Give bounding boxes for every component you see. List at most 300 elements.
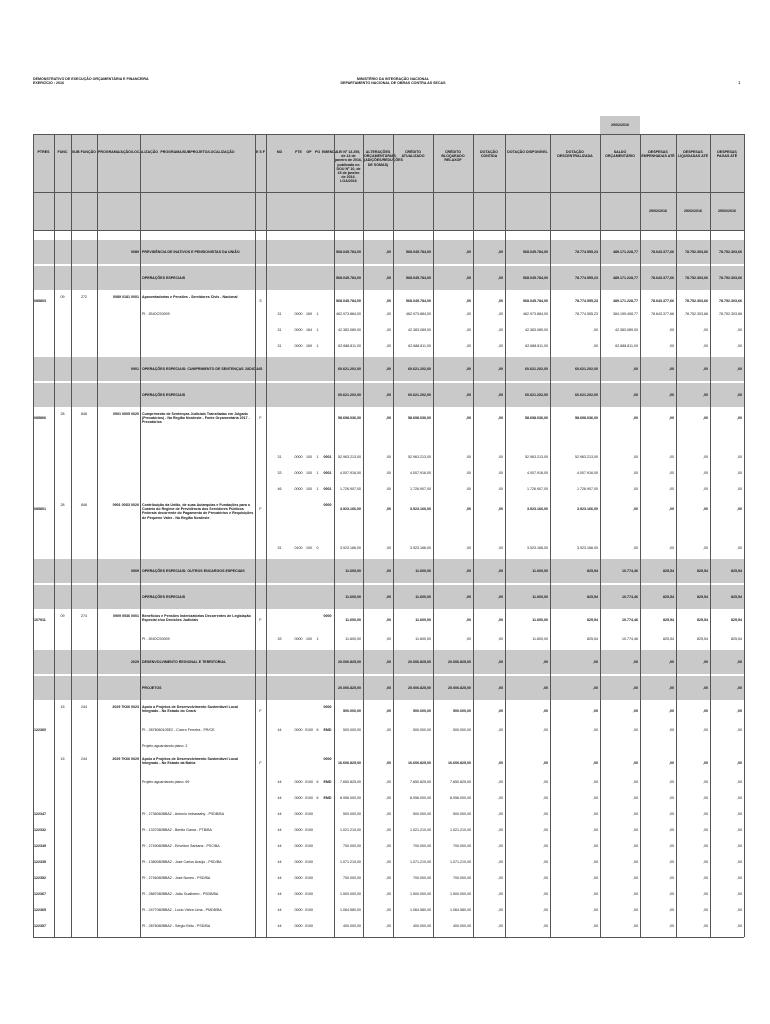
amount-blq-26: 500.000,00: [453, 812, 471, 816]
gp-29: 0100: [305, 860, 313, 864]
amount-lei-23: 16.606.825,00: [338, 761, 361, 765]
amount-alt-32: ,00: [386, 908, 391, 912]
emenda-21: EMD: [323, 728, 332, 732]
description-26: PI - 2738060BBA2 - Antonio Imbassahy - PSDB/BA: [142, 812, 225, 816]
amount-pag-0: 78.752.303,66: [719, 250, 742, 254]
table-column-line: [334, 134, 335, 937]
amount-alt-18: ,00: [386, 660, 391, 664]
gp-9: 100: [306, 455, 312, 459]
amount-pag-26: ,00: [737, 812, 742, 816]
amount-pag-17: 825,54: [731, 637, 742, 641]
column-header-func: FUNC: [57, 150, 68, 154]
description-7: OPERAÇÕES ESPECIAIS: [142, 393, 186, 397]
amount-emp-31: ,00: [669, 892, 674, 896]
amount-emp-29: ,00: [669, 860, 674, 864]
subfunction-8: 846: [81, 412, 87, 416]
column-subdate-liq: 29/02/2016: [684, 209, 702, 213]
amount-atu-31: 1.500.000,00: [410, 892, 431, 896]
nd-27: 44: [277, 828, 282, 832]
amount-lei-30: 700.000,00: [343, 876, 361, 880]
amount-saldo-11: ,00: [633, 487, 638, 491]
nd-31: 44: [277, 892, 282, 896]
amount-cont-17: ,00: [498, 637, 503, 641]
amount-disp-7: 60.621.202,00: [525, 393, 548, 397]
amount-emp-1: 78.643.377,66: [651, 276, 674, 280]
amount-saldo-12: ,00: [633, 507, 638, 511]
amount-lei-27: 1.021.210,00: [340, 828, 361, 832]
amount-emp-8: ,00: [669, 416, 674, 420]
esf-16: F: [259, 618, 262, 622]
amount-alt-29: ,00: [386, 860, 391, 864]
amount-emp-23: ,00: [669, 761, 674, 765]
amount-cont-29: ,00: [498, 860, 503, 864]
amount-lei-31: 1.500.000,00: [340, 892, 361, 896]
fte-30: 0000: [294, 876, 303, 880]
column-header-pag: DESPESAS PAGAS ATÉ: [716, 150, 738, 159]
amount-liq-31: ,00: [703, 892, 708, 896]
amount-liq-1: 78.752.303,66: [685, 276, 708, 280]
fte-17: 0000: [294, 637, 303, 641]
description-17: PI - DNOCS0009: [142, 637, 170, 641]
amount-saldo-18: ,00: [633, 660, 638, 664]
amount-cont-6: ,00: [498, 367, 503, 371]
column-header-desc2: DOTAÇÃO DESCENTRALIZADA: [557, 150, 593, 159]
subfunction-16: 274: [81, 614, 87, 618]
amount-desc2-25: ,00: [593, 796, 598, 800]
subfunction-12: 846: [81, 503, 87, 507]
amount-liq-28: ,00: [703, 844, 708, 848]
column-header-fte: FTE: [295, 150, 302, 154]
description-29: PI - 1380080BBA2 - José Carlos Araújo - PSD/BA: [142, 860, 222, 864]
amount-pag-16: 825,54: [731, 618, 742, 622]
amount-disp-28: ,00: [543, 844, 548, 848]
amount-liq-17: 825,54: [697, 637, 708, 641]
subfunction-20: 244: [81, 705, 87, 709]
amount-desc2-21: ,00: [593, 728, 598, 732]
table-column-line: [433, 134, 434, 937]
esf-8: F: [259, 416, 262, 420]
amount-atu-28: 700.000,00: [413, 844, 431, 848]
amount-lei-21: 500.000,00: [343, 728, 361, 732]
po-5: 1: [316, 344, 319, 348]
gp-13: 100: [306, 546, 312, 550]
gp-17: 100: [306, 637, 312, 641]
amount-desc2-18: ,00: [593, 660, 598, 664]
amount-atu-17: 11.600,00: [415, 637, 431, 641]
gp-27: 0100: [305, 828, 313, 832]
amount-cont-2: ,00: [498, 299, 503, 303]
amount-alt-25: ,00: [386, 796, 391, 800]
amount-atu-6: 60.621.202,00: [408, 367, 431, 371]
amount-lei-10: 4.007.916,00: [340, 471, 361, 475]
amount-alt-15: ,00: [386, 595, 391, 599]
amount-atu-33: 400.000,00: [413, 924, 431, 928]
amount-disp-23: ,00: [543, 761, 548, 765]
amount-liq-27: ,00: [703, 828, 708, 832]
amount-disp-11: 1.726.907,00: [527, 487, 548, 491]
amount-desc2-1: 78.774.555,23: [575, 276, 598, 280]
amount-lei-8: 58.698.036,00: [338, 416, 361, 420]
amount-saldo-14: 10.774,46: [622, 569, 638, 573]
amount-cont-27: ,00: [498, 828, 503, 832]
amount-liq-10: ,00: [703, 471, 708, 475]
amount-blq-30: 700.000,00: [453, 876, 471, 880]
amount-desc2-19: ,00: [593, 686, 598, 690]
page-number: 1: [738, 80, 741, 85]
amount-liq-8: ,00: [703, 416, 708, 420]
table-column-line: [550, 134, 551, 937]
amount-atu-32: 1.064.580,00: [410, 908, 431, 912]
gp-30: 0100: [305, 876, 313, 880]
esf-2: S: [259, 299, 262, 303]
gp-25: 0100: [305, 796, 313, 800]
amount-saldo-23: ,00: [633, 761, 638, 765]
column-header-emenda: EMENDA: [322, 150, 338, 154]
amount-disp-16: 11.600,00: [532, 618, 548, 622]
amount-alt-30: ,00: [386, 876, 391, 880]
amount-desc2-13: 3.923.166,00: [577, 546, 598, 550]
amount-cont-20: ,00: [498, 709, 503, 713]
amount-disp-31: ,00: [543, 892, 548, 896]
amount-saldo-21: ,00: [633, 728, 638, 732]
amount-disp-20: ,00: [543, 709, 548, 713]
nd-33: 44: [277, 924, 282, 928]
amount-cont-8: ,00: [498, 416, 503, 420]
table-column-line: [640, 134, 641, 937]
description-1: OPERAÇÕES ESPECIAIS: [142, 276, 186, 280]
table-column-line: [600, 134, 601, 937]
amount-liq-30: ,00: [703, 876, 708, 880]
amount-atu-1: 568.045.784,00: [406, 276, 431, 280]
amount-cont-18: ,00: [498, 660, 503, 664]
fte-31: 0000: [294, 892, 303, 896]
amount-pag-31: ,00: [737, 892, 742, 896]
emenda-24: EMD: [323, 780, 332, 784]
amount-desc2-7: 60.621.202,00: [575, 393, 598, 397]
amount-desc2-5: ,00: [593, 344, 598, 348]
amount-pag-10: ,00: [737, 471, 742, 475]
column-subdate-pag: 29/02/2016: [718, 209, 736, 213]
amount-pag-30: ,00: [737, 876, 742, 880]
amount-emp-13: ,00: [669, 546, 674, 550]
amount-atu-26: 500.000,00: [413, 812, 431, 816]
amount-emp-5: ,00: [669, 344, 674, 348]
amount-cont-15: ,00: [498, 595, 503, 599]
amount-saldo-29: ,00: [633, 860, 638, 864]
nd-17: 33: [277, 637, 282, 641]
amount-liq-11: ,00: [703, 487, 708, 491]
program-code-14: 0909: [131, 569, 139, 573]
amount-emp-27: ,00: [669, 828, 674, 832]
description-12: Contribuição da União, de suas Autarquias e Fundações para o Custeio do Regime de Previdência dos Servidores Públicos Federais decorrente do Pagamento de Precatórios e Requisições de Pequeno Valor - Na Região Nordeste: [142, 503, 254, 520]
func-8: 28: [60, 412, 65, 416]
emenda-23: 0000: [323, 757, 332, 761]
column-header-ptres: PTRES: [37, 150, 50, 154]
amount-alt-33: ,00: [386, 924, 391, 928]
amount-desc2-15: 825,54: [587, 595, 598, 599]
amount-emp-15: 825,54: [663, 595, 674, 599]
table-column-line: [54, 134, 55, 937]
ptres-21: 122360: [34, 728, 46, 732]
column-header-disp: DOTAÇÃO DISPONÍVEL: [507, 150, 548, 154]
amount-lei-11: 1.726.907,00: [340, 487, 361, 491]
amount-atu-9: 52.963.213,00: [408, 455, 431, 459]
amount-blq-11: ,00: [466, 487, 471, 491]
fte-10: 0000: [294, 471, 303, 475]
amount-pag-20: ,00: [737, 709, 742, 713]
description-32: PI - 2477080BBA2 - Lucio Vieira Lima - PMDB/BA: [142, 908, 222, 912]
amount-cont-25: ,00: [498, 796, 503, 800]
amount-pag-18: ,00: [737, 660, 742, 664]
amount-alt-26: ,00: [386, 812, 391, 816]
gp-11: 100: [306, 487, 312, 491]
column-header-lei: LEI Nº 13.255, de 14 de janeiro de 2016, publicada no DOU Nº 10, de 15 de janeiro de 2016. LOA/2016: [335, 150, 362, 184]
amount-pag-25: ,00: [737, 796, 742, 800]
amount-liq-21: ,00: [703, 728, 708, 732]
amount-blq-16: ,00: [466, 618, 471, 622]
amount-emp-0: 78.643.377,66: [651, 250, 674, 254]
description-0: PREVIDÊNCIA DE INATIVOS E PENSIONISTAS DA UNIÃO: [142, 250, 240, 254]
amount-blq-33: 400.000,00: [453, 924, 471, 928]
ptres-12: 085801: [34, 507, 46, 511]
amount-alt-10: ,00: [386, 471, 391, 475]
gp-28: 0100: [305, 844, 313, 848]
amount-saldo-30: ,00: [633, 876, 638, 880]
gp-4: 164: [306, 328, 312, 332]
amount-disp-4: 42.383.089,00: [525, 328, 548, 332]
func-23: 15: [60, 757, 65, 761]
amount-emp-4: ,00: [669, 328, 674, 332]
amount-disp-17: 11.600,00: [532, 637, 548, 641]
column-header-blq: CRÉDITO BLOQUEADO RELAXOF: [441, 150, 465, 163]
amount-blq-4: ,00: [466, 328, 471, 332]
amount-blq-25: 8.956.000,00: [450, 796, 471, 800]
amount-lei-33: 400.000,00: [343, 924, 361, 928]
amount-blq-29: 1.071.210,00: [450, 860, 471, 864]
amount-lei-14: 11.600,00: [345, 569, 361, 573]
amount-alt-11: ,00: [386, 487, 391, 491]
ptres-27: 122332: [34, 828, 46, 832]
amount-cont-10: ,00: [498, 471, 503, 475]
emenda-20: 0000: [323, 705, 332, 709]
amount-lei-12: 3.923.166,00: [340, 507, 361, 511]
amount-liq-18: ,00: [703, 660, 708, 664]
amount-disp-15: 11.600,00: [532, 595, 548, 599]
fte-5: 0000: [294, 344, 303, 348]
amount-saldo-31: ,00: [633, 892, 638, 896]
nd-13: 31: [277, 546, 282, 550]
amount-lei-3: 462.973.884,00: [336, 312, 361, 316]
amount-saldo-3: 384.199.408,77: [613, 312, 638, 316]
table-column-line: [71, 134, 72, 937]
gp-24: 0100: [305, 780, 313, 784]
description-33: PI - 2878080BBA2 - Sérgio Brito - PSD/BA: [142, 924, 211, 928]
fte-29: 0000: [294, 860, 303, 864]
amount-alt-24: ,00: [386, 780, 391, 784]
column-header-atu: CRÉDITO ATUALIZADO: [401, 150, 425, 159]
amount-pag-1: 78.752.303,66: [719, 276, 742, 280]
program-code-23: 2029 7K66 0029: [112, 757, 139, 761]
amount-lei-1: 568.045.784,00: [336, 276, 361, 280]
amount-liq-29: ,00: [703, 860, 708, 864]
amount-emp-28: ,00: [669, 844, 674, 848]
amount-alt-2: ,00: [386, 299, 391, 303]
amount-emp-12: ,00: [669, 507, 674, 511]
amount-liq-3: 78.752.303,66: [685, 312, 708, 316]
amount-emp-16: 825,54: [663, 618, 674, 622]
amount-lei-26: 500.000,00: [343, 812, 361, 816]
amount-atu-23: 16.606.825,00: [408, 761, 431, 765]
amount-blq-5: ,00: [466, 344, 471, 348]
nd-9: 31: [277, 455, 282, 459]
amount-pag-5: ,00: [737, 344, 742, 348]
table-column-line: [97, 134, 98, 937]
amount-cont-30: ,00: [498, 876, 503, 880]
gp-32: 0100: [305, 908, 313, 912]
amount-liq-14: 825,54: [697, 569, 708, 573]
amount-cont-14: ,00: [498, 569, 503, 573]
description-16: Benefícios e Pensões Indenizatórias Decorrentes de Legislação Especial e/ou Decisões Judiciais: [142, 614, 251, 623]
emenda-12: 0000: [323, 503, 332, 507]
amount-saldo-25: ,00: [633, 796, 638, 800]
amount-blq-17: ,00: [466, 637, 471, 641]
amount-atu-4: 42.383.089,00: [408, 328, 431, 332]
amount-alt-14: ,00: [386, 569, 391, 573]
amount-desc2-11: 1.726.907,00: [577, 487, 598, 491]
po-3: 1: [316, 312, 319, 316]
amount-atu-20: 500.000,00: [413, 709, 431, 713]
department-name: DEPARTAMENTO NACIONAL DE OBRAS CONTRA AS SECAS: [340, 81, 446, 86]
amount-pag-11: ,00: [737, 487, 742, 491]
amount-pag-8: ,00: [737, 416, 742, 420]
amount-saldo-7: ,00: [633, 393, 638, 397]
column-header-prog: PROGRAMA/AÇÃO/LOCALIZAÇÃO: [98, 150, 159, 154]
amount-atu-0: 568.045.784,00: [406, 250, 431, 254]
amount-atu-24: 7.650.825,00: [410, 780, 431, 784]
amount-desc2-4: ,00: [593, 328, 598, 332]
amount-blq-19: 20.006.825,00: [448, 686, 471, 690]
ptres-8: 085806: [34, 416, 46, 420]
amount-atu-25: 8.956.000,00: [410, 796, 431, 800]
amount-atu-11: 1.726.907,00: [410, 487, 431, 491]
table-column-line: [140, 134, 141, 937]
gp-10: 100: [306, 471, 312, 475]
amount-atu-14: 11.600,00: [415, 569, 431, 573]
column-header-gp: GP: [306, 150, 312, 154]
emenda-16: 0000: [323, 614, 332, 618]
nd-25: 44: [277, 796, 282, 800]
amount-pag-21: ,00: [737, 728, 742, 732]
report-year: EXERCÍCIO : 2016: [33, 81, 64, 86]
amount-pag-15: 825,54: [731, 595, 742, 599]
amount-atu-8: 58.698.036,00: [408, 416, 431, 420]
amount-lei-2: 568.045.784,00: [336, 299, 361, 303]
amount-atu-12: 3.923.166,00: [410, 507, 431, 511]
column-header-saldo: SALDO ORÇAMENTÁRIO: [605, 150, 635, 159]
amount-atu-16: 11.600,00: [415, 618, 431, 622]
amount-emp-25: ,00: [669, 796, 674, 800]
amount-alt-0: ,00: [386, 250, 391, 254]
nd-21: 44: [277, 728, 282, 732]
amount-cont-24: ,00: [498, 780, 503, 784]
amount-cont-32: ,00: [498, 908, 503, 912]
amount-desc2-12: 3.923.166,00: [577, 507, 598, 511]
esf-20: F: [259, 709, 262, 713]
amount-alt-13: ,00: [386, 546, 391, 550]
amount-saldo-2: 489.171.228,77: [613, 299, 638, 303]
amount-alt-28: ,00: [386, 844, 391, 848]
amount-blq-6: ,00: [466, 367, 471, 371]
amount-saldo-6: ,00: [633, 367, 638, 371]
amount-disp-33: ,00: [543, 924, 548, 928]
amount-blq-14: ,00: [466, 569, 471, 573]
amount-alt-8: ,00: [386, 416, 391, 420]
amount-atu-29: 1.071.210,00: [410, 860, 431, 864]
amount-blq-15: ,00: [466, 595, 471, 599]
amount-atu-27: 1.021.210,00: [410, 828, 431, 832]
nd-5: 31: [277, 344, 282, 348]
amount-lei-28: 700.000,00: [343, 844, 361, 848]
amount-blq-9: ,00: [466, 455, 471, 459]
amount-disp-21: ,00: [543, 728, 548, 732]
nd-4: 31: [277, 328, 282, 332]
amount-atu-7: 60.621.202,00: [408, 393, 431, 397]
amount-liq-20: ,00: [703, 709, 708, 713]
amount-pag-19: ,00: [737, 686, 742, 690]
ptres-26: 122347: [34, 812, 46, 816]
amount-saldo-5: 62.688.811,00: [615, 344, 638, 348]
func-20: 15: [60, 705, 65, 709]
nd-3: 31: [277, 312, 282, 316]
amount-blq-10: ,00: [466, 471, 471, 475]
func-2: 09: [60, 295, 65, 299]
amount-disp-18: ,00: [543, 660, 548, 664]
amount-atu-15: 11.600,00: [415, 595, 431, 599]
ministry-name: MINISTÉRIO DA INTEGRAÇÃO NACIONAL: [356, 77, 430, 81]
table-column-line: [363, 134, 364, 937]
amount-saldo-33: ,00: [633, 924, 638, 928]
amount-disp-1: 568.045.784,00: [523, 276, 548, 280]
amount-saldo-9: ,00: [633, 455, 638, 459]
amount-liq-19: ,00: [703, 686, 708, 690]
func-16: 09: [60, 614, 65, 618]
column-header-cont: DOTAÇÃO CONTIDA: [480, 150, 498, 159]
amount-pag-24: ,00: [737, 780, 742, 784]
amount-disp-32: ,00: [543, 908, 548, 912]
nd-11: 46: [277, 487, 282, 491]
program-code-20: 2029 7K66 0023: [112, 705, 139, 709]
amount-lei-4: 42.383.089,00: [338, 328, 361, 332]
amount-disp-24: ,00: [543, 780, 548, 784]
gp-33: 0100: [305, 924, 313, 928]
amount-alt-7: ,00: [386, 393, 391, 397]
amount-blq-20: 500.000,00: [453, 709, 471, 713]
emenda-25: EMD: [323, 796, 332, 800]
program-code-2: 0089 0181 0001: [113, 295, 139, 299]
amount-cont-13: ,00: [498, 546, 503, 550]
amount-lei-17: 11.600,00: [345, 637, 361, 641]
table-column-line: [393, 134, 394, 937]
amount-blq-1: ,00: [466, 276, 471, 280]
amount-pag-33: ,00: [737, 924, 742, 928]
amount-liq-16: 825,54: [697, 618, 708, 622]
column-header-sub: SUB FUNÇÃO: [72, 150, 96, 154]
description-2: Aposentadorias e Pensões - Servidores Civis - Nacional: [142, 295, 238, 299]
amount-alt-9: ,00: [386, 455, 391, 459]
amount-blq-18: 20.006.825,00: [448, 660, 471, 664]
amount-alt-20: ,00: [386, 709, 391, 713]
amount-cont-16: ,00: [498, 618, 503, 622]
